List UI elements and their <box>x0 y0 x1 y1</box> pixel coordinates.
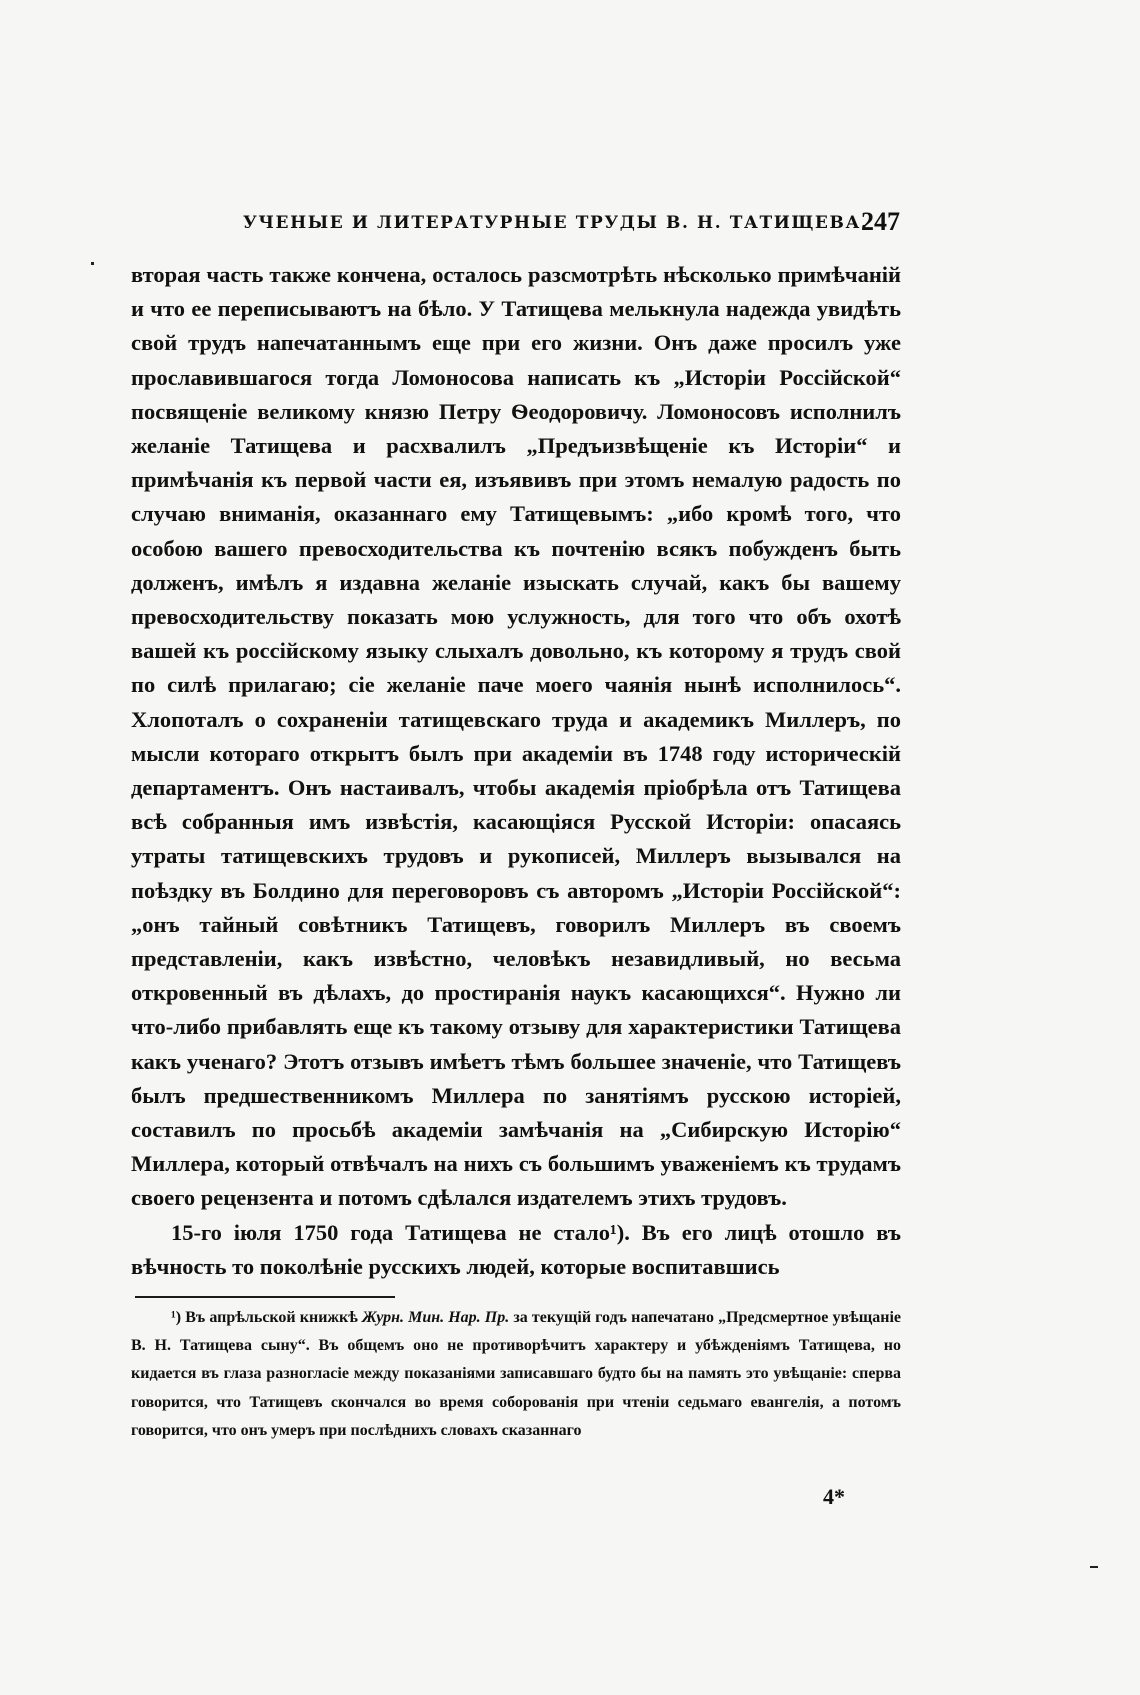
footnote-text: за текущій годъ напечатано „Предсмертное увѣщаніе В. Н. Татищева сыну“. Въ общемъ оно не противорѣчитъ характеру и убѣжденіямъ Татищева, но кидается въ глаза разногласіе между показаніями записавшаго будто бы на память это увѣщаніе: сперва говорится, что Татищевъ скончался во время соборованія при чтеніи седьмаго евангелія, а потомъ говорится, что онъ умеръ при послѣднихъ словахъ сказаннаго <box>131 1309 902 1439</box>
footnote-marker: ¹) <box>171 1309 182 1326</box>
running-title: УЧЕНЫЕ И ЛИТЕРАТУРНЫЕ ТРУДЫ В. Н. ТАТИЩЕВА. <box>243 213 869 233</box>
main-text <box>131 258 901 1284</box>
footnote-journal-title: Журн. Мин. Нар. Пр. <box>361 1309 510 1326</box>
paragraph: 15-го іюля 1750 года Татищева не стало¹). Въ его лицѣ отошло въ вѣчность то поколѣніе русскихъ людей, которые воспитавшись <box>131 1219 901 1279</box>
running-head <box>130 207 900 243</box>
print-speck <box>1090 1566 1098 1568</box>
footnote-divider <box>135 1296 395 1298</box>
footnote <box>131 1304 901 1445</box>
paragraph: вторая часть также кончена, осталось разсмотрѣть нѣсколько примѣчаній и что ее переписываютъ на бѣло. У Татищева мелькнула надежда увидѣть свой трудъ напечатаннымъ еще при его жизни. Онъ даже просилъ уже прославившагося тогда Ломоносова написать къ „Исторіи Россійской“ посвященіе великому князю Петру Ѳеодоровичу. Ломоносовъ исполнилъ желаніе Татищева и расхвалилъ „Предъизвѣщеніе къ Исторіи“ и примѣчанія къ первой части ея, изъявивъ при этомъ немалую радость по случаю вниманія, оказаннаго ему Татищевымъ: „ибо кромѣ того, что особою вашего превосходительства къ почтенію всякъ побужденъ быть долженъ, имѣлъ я издавна желаніе изыскать случай, какъ бы вашему превосходительству показать мою услужность, для того что объ охотѣ вашей къ россійскому языку слыхалъ довольно, къ которому я трудъ свой по силѣ прилагаю; сіе желаніе паче моего чаянія нынѣ исполнилось“. Хлопоталъ о сохраненіи татищевскаго труда и академикъ Миллеръ, по мысли котораго открытъ былъ при академіи въ 1748 году историческій департаментъ. Онъ настаивалъ, чтобы академія пріобрѣла отъ Татищева всѣ собранныя имъ извѣстія, касающіяся Русской Исторіи: опасаясь утраты татищевскихъ трудовъ и рукописей, Миллеръ вызывался на поѣздку въ Болдино для переговоровъ съ авторомъ „Исторіи Россійской“: „онъ тайный совѣтникъ Татищевъ, говорилъ Миллеръ въ своемъ представленіи, какъ извѣстно, человѣкъ незавидливый, но весьма откровенный въ дѣлахъ, до простиранія наукъ касающихся“. Нужно ли что-либо прибавлять еще къ такому отзыву для характеристики Татищева какъ ученаго? Этотъ отзывъ имѣетъ тѣмъ большее значеніе, что Татищевъ былъ предшественникомъ Миллера по занятіямъ русскою исторіей, составилъ по просьбѣ академіи замѣчанія на „Сибирскую Исторію“ Миллера, который отвѣчалъ на нихъ съ большимъ уваженіемъ къ трудамъ своего рецензента и потомъ сдѣлался издателемъ этихъ трудовъ. <box>131 262 901 1211</box>
print-speck <box>91 262 94 265</box>
signature-mark: 4* <box>823 1484 845 1509</box>
footnote-text: Въ апрѣльской книжкѣ <box>185 1309 358 1326</box>
page-number: 247 <box>861 207 900 236</box>
